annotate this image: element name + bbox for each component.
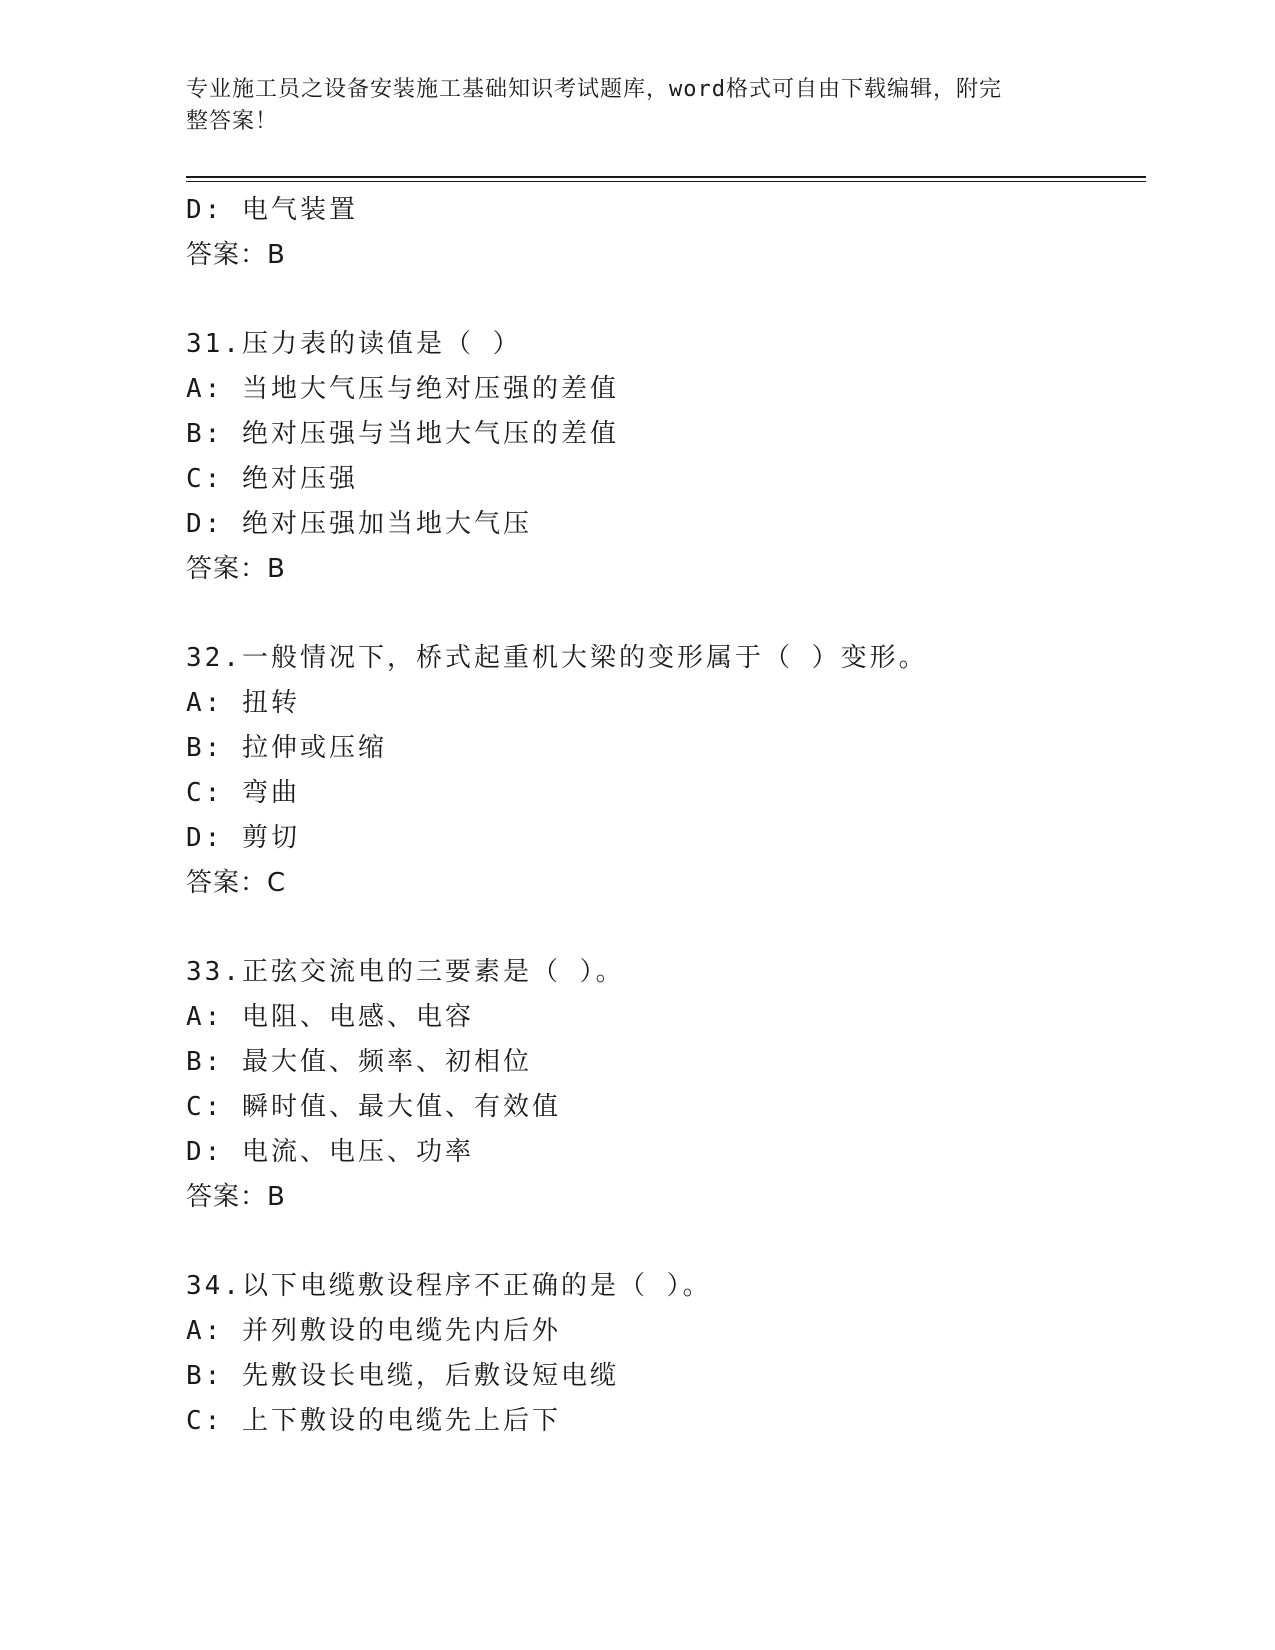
answer-line: 答案：B	[186, 240, 286, 270]
header-line-2: 整答案！	[186, 109, 279, 134]
option-d: D: 电流、电压、功率	[186, 1137, 474, 1167]
option-a: A: 当地大气压与绝对压强的差值	[186, 374, 619, 404]
question-block-prev	[186, 188, 1146, 278]
option-b: B: 最大值、频率、初相位	[186, 1047, 532, 1077]
option-c: C: 上下敷设的电缆先上后下	[186, 1406, 561, 1436]
question-stem: 31.压力表的读值是（ ）	[186, 329, 522, 359]
option-c: C: 瞬时值、最大值、有效值	[186, 1092, 561, 1122]
option-a: A: 扭转	[186, 688, 300, 718]
option-d: D: 电气装置	[186, 195, 358, 225]
spacer	[186, 1220, 1146, 1264]
option-a: A: 并列敷设的电缆先内后外	[186, 1316, 561, 1346]
option-d: D: 绝对压强加当地大气压	[186, 509, 532, 539]
option-b: B: 拉伸或压缩	[186, 733, 387, 763]
question-block-32	[186, 636, 1146, 906]
question-stem: 33.正弦交流电的三要素是（ ）。	[186, 957, 625, 987]
spacer	[186, 906, 1146, 950]
option-c: C: 弯曲	[186, 778, 300, 808]
question-block-34	[186, 1264, 1146, 1444]
spacer	[186, 278, 1146, 322]
question-stem: 34.以下电缆敷设程序不正确的是（ ）。	[186, 1271, 712, 1301]
option-d: D: 剪切	[186, 823, 300, 853]
spacer	[186, 592, 1146, 636]
question-list	[186, 188, 1146, 1444]
answer-line: 答案：B	[186, 1182, 286, 1212]
answer-line: 答案：B	[186, 554, 286, 584]
answer-line: 答案：C	[186, 868, 287, 898]
option-a: A: 电阻、电感、电容	[186, 1002, 474, 1032]
option-b: B: 绝对压强与当地大气压的差值	[186, 419, 619, 449]
document-header	[186, 74, 1066, 138]
question-stem: 32.一般情况下，桥式起重机大梁的变形属于（ ）变形。	[186, 643, 928, 673]
option-c: C: 绝对压强	[186, 464, 358, 494]
header-line-1: 专业施工员之设备安装施工基础知识考试题库，word格式可自由下载编辑，附完	[186, 77, 1002, 102]
question-block-31	[186, 322, 1146, 592]
header-divider	[186, 176, 1146, 182]
option-b: B: 先敷设长电缆，后敷设短电缆	[186, 1361, 619, 1391]
question-block-33	[186, 950, 1146, 1220]
